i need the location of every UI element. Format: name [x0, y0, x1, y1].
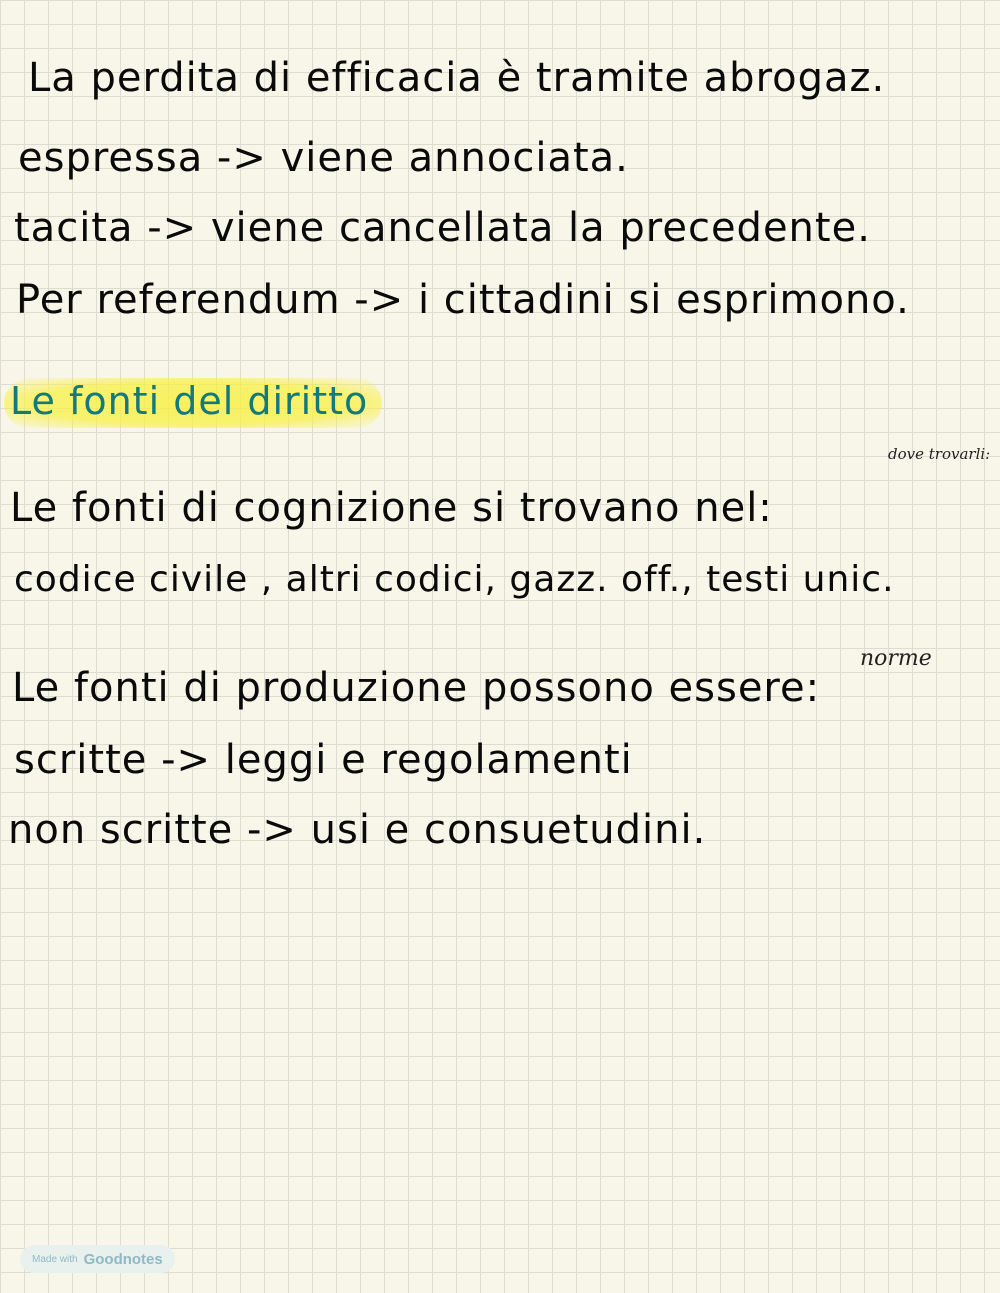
note-line-cognizione: Le fonti di cognizione si trovano nel:	[10, 485, 773, 531]
note-line-tacita: tacita -> viene cancellata la precedente.	[14, 205, 871, 251]
goodnotes-watermark	[20, 1245, 175, 1273]
note-line-scritte: scritte -> leggi e regolamenti	[14, 737, 633, 783]
note-line-espressa: espressa -> viene annociata.	[18, 135, 629, 181]
note-line-non-scritte: non scritte -> usi e consuetudini.	[8, 807, 707, 853]
note-line-codici: codice civile , altri codici, gazz. off., testi unic.	[14, 559, 895, 600]
watermark-prefix: Made with	[32, 1253, 78, 1265]
note-line-abrogazione: La perdita di efficacia è tramite abrogaz.	[28, 55, 886, 101]
annotation-dove-trovarli: dove trovarli:	[888, 445, 991, 463]
note-line-referendum: Per referendum -> i cittadini si esprimono.	[16, 277, 910, 323]
note-line-produzione: Le fonti di produzione possono essere:	[12, 665, 821, 711]
annotation-norme: norme	[860, 646, 932, 671]
section-heading: Le fonti del diritto	[4, 378, 382, 428]
goodnotes-logo: Goodnotes	[83, 1250, 163, 1268]
